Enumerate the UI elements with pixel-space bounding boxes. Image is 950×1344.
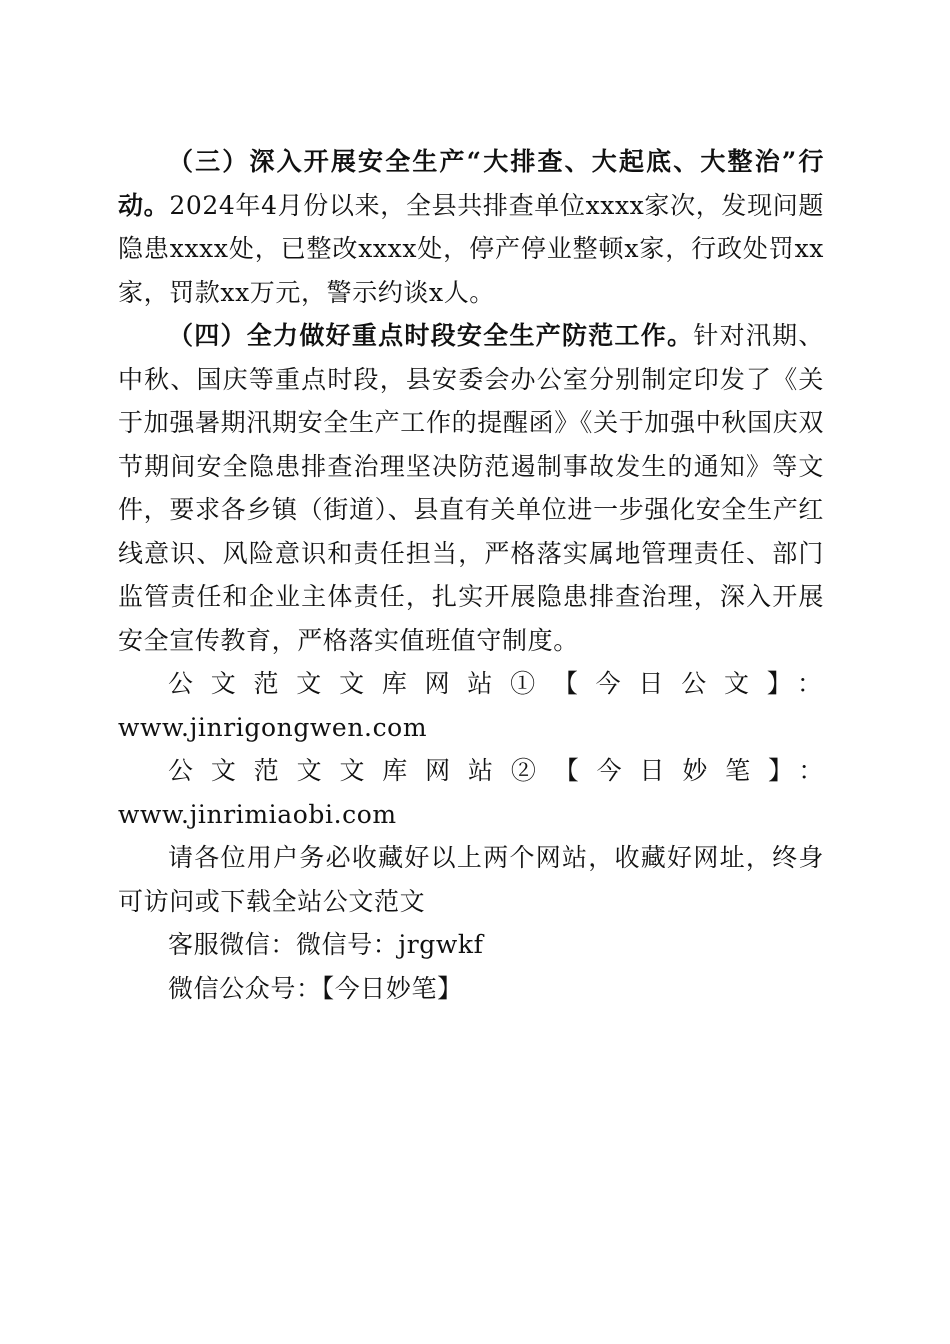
section-four-body: 针对汛期、中秋、国庆等重点时段，县安委会办公室分别制定印发了《关于加强暑期汛期安全生产工作的提醒函》《关于加强中秋国庆双节期间安全隐患排查治理坚决防范遏制事故发生的通知》等文件，要求各乡镇（街道）、县直有关单位进一步强化安全生产红线意识、风险意识和责任担当，严格落实属地管理责任、部门监管责任和企业主体责任，扎实开展隐患排查治理，深入开展安全宣传教育，严格落实值班值守制度。 [118, 321, 824, 655]
site1-url: www.jinrigongwen.com [118, 712, 428, 742]
site2-text: 公文范文文库网站②【今日妙笔】：www.jinrimiaobi.com [118, 756, 824, 829]
section-three-heading: （三）深入开展安全生产“大排查、大起底、大整治”行动。 [118, 147, 824, 220]
site1-line [118, 662, 824, 706]
service-text: 客服微信：微信号：jrgwkf [168, 930, 484, 959]
notice-text: 请各位用户务必收藏好以上两个网站，收藏好网址，终身可访问或下载全站公文范文 [118, 843, 824, 916]
official-account-line [118, 967, 824, 1011]
official-account-text: 微信公众号：【今日妙笔】 [168, 973, 463, 1003]
section-four-heading: （四）全力做好重点时段安全生产防范工作。 [168, 321, 694, 350]
notice-paragraph [118, 836, 824, 923]
site2-line [118, 749, 824, 836]
service-line [118, 923, 824, 967]
section-four-paragraph [118, 314, 824, 662]
site1-label: 公文范文文库网站①【今日公文】： [168, 669, 824, 698]
document-page [118, 140, 824, 1010]
site1-url-line [118, 706, 824, 750]
section-three-paragraph [118, 140, 824, 314]
section-three-body: 2024年4月份以来，全县共排查单位xxxx家次，发现问题隐患xxxx处，已整改xxxx处，停产停业整顿x家，行政处罚xx家，罚款xx万元，警示约谈x人。 [118, 190, 825, 307]
